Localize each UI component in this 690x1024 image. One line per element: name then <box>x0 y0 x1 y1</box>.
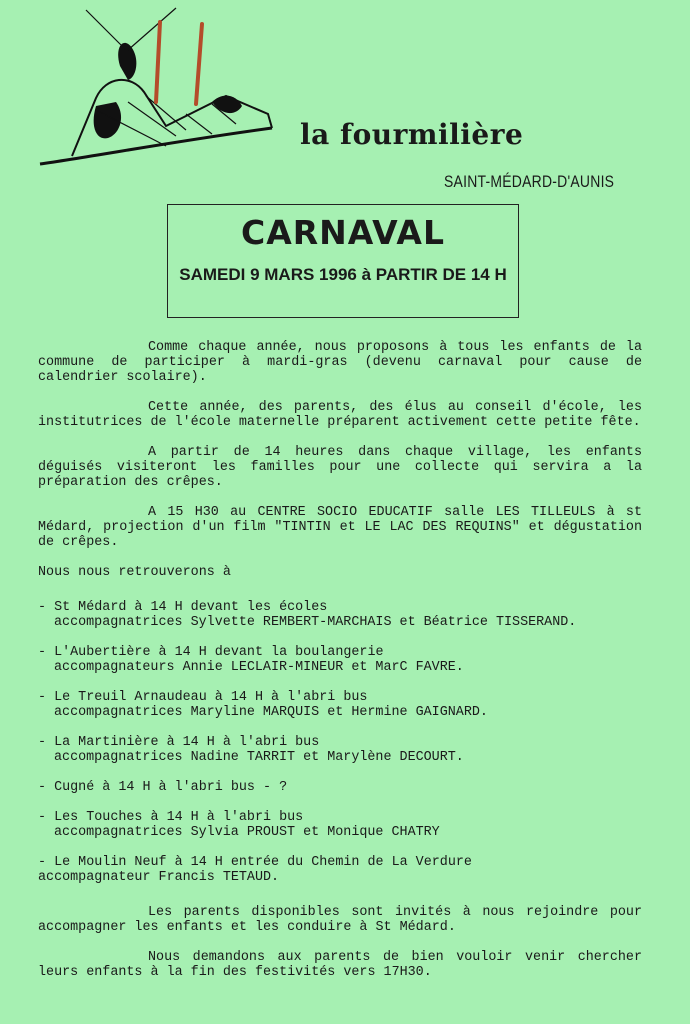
meeting-place: - St Médard à 14 H devant les écoles <box>38 600 328 615</box>
intro-paragraph: Comme chaque année, nous proposons à tous les enfants de la commune de participer à mardi-gras (devenu carnaval pour cause de calendrier scolaire). <box>38 340 642 385</box>
ant-logo <box>36 6 286 176</box>
letter-body <box>38 340 642 980</box>
meet-heading: Nous nous retrouverons à <box>38 565 231 580</box>
meeting-point <box>38 855 642 885</box>
event-title: CARNAVAL <box>241 213 445 252</box>
meeting-place: - Les Touches à 14 H à l'abri bus <box>38 810 304 825</box>
meeting-guides: accompagnatrices Sylvette REMBERT-MARCHAIS et Béatrice TISSERAND. <box>54 615 577 630</box>
meeting-guides: accompagnateurs Annie LECLAIR-MINEUR et MarC FAVRE. <box>54 660 464 675</box>
place-name: SAINT-MÉDARD-D'AUNIS <box>444 172 615 191</box>
meeting-guides: accompagnatrices Maryline MARQUIS et Hermine GAIGNARD. <box>54 705 488 720</box>
closing-paragraph: Nous demandons aux parents de bien vouloir venir chercher leurs enfants à la fin des festivités vers 17H30. <box>38 950 642 980</box>
meeting-guides: accompagnatrices Sylvia PROUST et Monique CHATRY <box>54 825 440 840</box>
meeting-point <box>38 780 642 795</box>
meeting-place: - L'Aubertière à 14 H devant la boulangerie <box>38 645 384 660</box>
organization-name: la fourmilière <box>300 118 524 151</box>
meeting-point <box>38 600 642 630</box>
event-date: SAMEDI 9 MARS 1996 à PARTIR DE 14 H <box>179 265 507 284</box>
meeting-point <box>38 735 642 765</box>
intro-paragraph: A 15 H30 au CENTRE SOCIO EDUCATIF salle LES TILLEULS à st Médard, projection d'un film "TINTIN et LE LAC DES REQUINS" et dégustation de crêpes. <box>38 505 642 550</box>
meeting-place: - Cugné à 14 H à l'abri bus - ? <box>38 780 288 795</box>
meeting-point <box>38 645 642 675</box>
meeting-place: - La Martinière à 14 H à l'abri bus <box>38 735 320 750</box>
meeting-guides: accompagnateur Francis TETAUD. <box>38 870 280 885</box>
meeting-point <box>38 690 642 720</box>
meeting-point <box>38 810 642 840</box>
meeting-place: - Le Treuil Arnaudeau à 14 H à l'abri bus <box>38 690 368 705</box>
meeting-place: - Le Moulin Neuf à 14 H entrée du Chemin de La Verdure <box>38 855 472 870</box>
closing-paragraph: Les parents disponibles sont invités à nous rejoindre pour accompagner les enfants et les conduire à St Médard. <box>38 905 642 935</box>
intro-paragraph: A partir de 14 heures dans chaque village, les enfants déguisés visiteront les familles pour une collecte qui servira a la préparation des crêpes. <box>38 445 642 490</box>
event-box <box>167 204 519 318</box>
intro-paragraph: Cette année, des parents, des élus au conseil d'école, les institutrices de l'école maternelle préparent activement cette petite fête. <box>38 400 642 430</box>
meeting-guides: accompagnatrices Nadine TARRIT et Marylène DECOURT. <box>54 750 464 765</box>
